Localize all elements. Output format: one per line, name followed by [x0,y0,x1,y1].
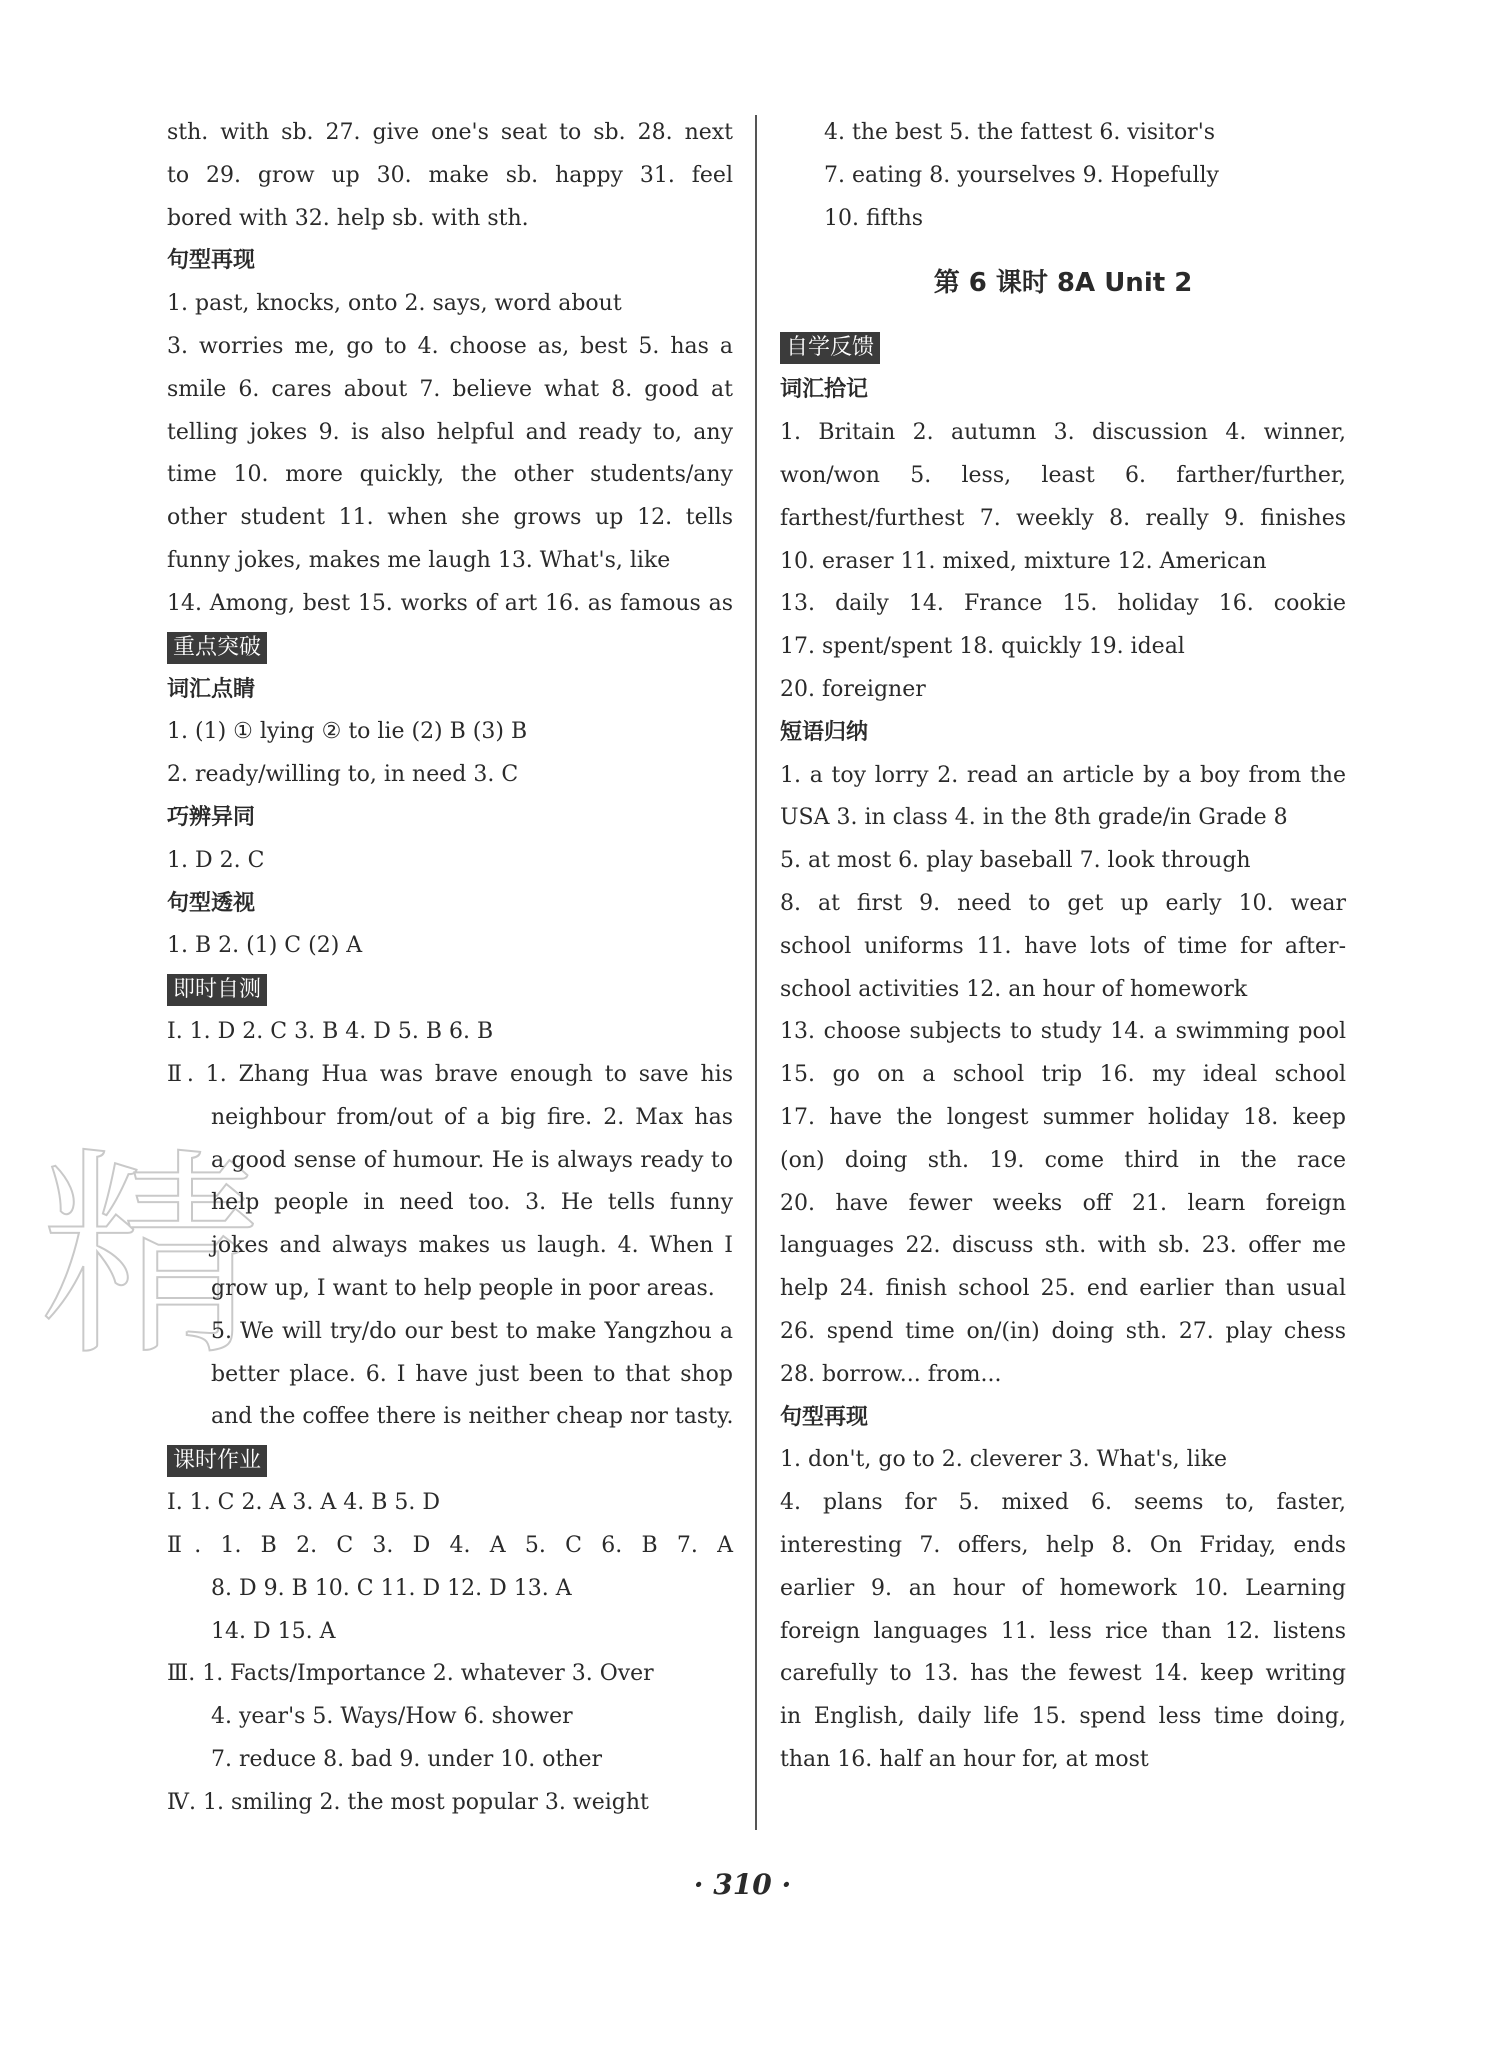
section-heading: 词汇拾记 [780,377,869,403]
text-line: 1. B 2. (1) C (2) A [167,933,363,959]
text-line: 3. worries me, go to 4. choose as, best 5. has a [167,333,733,359]
text-line: funny jokes, makes me laugh 13. What's, like [167,547,671,573]
text-line: help people in need too. 3. He tells funny [211,1190,733,1216]
text-line: time 10. more quickly, the other students/any [167,462,733,488]
text-line: in English, daily life 15. spend less time doing, [780,1704,1346,1730]
text-line: 7. reduce 8. bad 9. under 10. other [211,1746,603,1772]
text-line: to 29. grow up 30. make sb. happy 31. feel [167,162,733,188]
text-line: 10. eraser 11. mixed, mixture 12. American [780,548,1267,574]
text-line: 15. go on a school trip 16. my ideal school [780,1062,1346,1088]
watermark: 精 [40,1129,271,1385]
text-line: 1. D 2. C [167,847,265,873]
text-line: jokes and always makes us laugh. 4. When I [211,1233,733,1259]
text-line: better place. 6. I have just been to that shop [211,1361,733,1387]
text-line: smile 6. cares about 7. believe what 8. good at [167,376,733,402]
text-line: earlier 9. an hour of homework 10. Learning [780,1575,1346,1601]
text-line: 14. Among, best 15. works of art 16. as famous as [167,590,733,616]
text-line: other student 11. when she grows up 12. tells [167,505,733,531]
text-line: a good sense of humour. He is always ready to [211,1147,733,1173]
text-line: 10. fifths [824,205,924,231]
text-line: Ⅰ. 1. C 2. A 3. A 4. B 5. D [167,1490,440,1516]
column-divider [755,115,757,1830]
text-line: 13. daily 14. France 15. holiday 16. cookie [780,591,1346,617]
text-line: 5. We will try/do our best to make Yangzhou a [211,1318,733,1344]
text-line: 7. eating 8. yourselves 9. Hopefully [824,162,1219,188]
text-line: Ⅱ. 1. Zhang Hua was brave enough to save his [167,1061,733,1087]
text-line: 17. have the longest summer holiday 18. keep [780,1104,1346,1130]
section-box: 自学反馈 [780,332,880,364]
text-line: 26. spend time on/(in) doing sth. 27. play chess [780,1318,1346,1344]
text-line: 5. at most 6. play baseball 7. look through [780,848,1251,874]
page-number: · 310 · [693,1868,792,1901]
text-line: 8. D 9. B 10. C 11. D 12. D 13. A [211,1575,572,1601]
text-line: Ⅲ. 1. Facts/Importance 2. whatever 3. Over [167,1661,654,1687]
text-line: Ⅱ. 1. B 2. C 3. D 4. A 5. C 6. B 7. A [167,1532,733,1558]
text-line: Ⅰ. 1. D 2. C 3. B 4. D 5. B 6. B [167,1019,494,1045]
section-heading: 句型再现 [780,1404,869,1430]
text-line: 1. Britain 2. autumn 3. discussion 4. winner, [780,420,1346,446]
text-line: 14. D 15. A [211,1618,336,1644]
text-line: 13. choose subjects to study 14. a swimming pool [780,1019,1346,1045]
section-heading: 句型透视 [167,890,256,916]
text-line: languages 22. discuss sth. with sb. 23. offer me [780,1233,1346,1259]
text-line: bored with 32. help sb. with sth. [167,205,529,231]
text-line: grow up, I want to help people in poor areas. [211,1275,715,1301]
lesson-title: 第 6 课时 8A Unit 2 [933,268,1193,299]
text-line: 28. borrow... from... [780,1361,1002,1387]
text-line: 1. past, knocks, onto 2. says, word about [167,291,622,317]
text-line: farthest/furthest 7. weekly 8. really 9. finishes [780,505,1346,531]
text-line: USA 3. in class 4. in the 8th grade/in Grade 8 [780,805,1288,831]
text-line: 1. (1) ① lying ② to lie (2) B (3) B [167,719,528,745]
text-line: carefully to 13. has the fewest 14. keep writing [780,1661,1346,1687]
section-heading: 短语归纳 [780,719,869,745]
left-column [167,112,733,1824]
text-line: 4. the best 5. the fattest 6. visitor's [824,120,1216,145]
text-line: foreign languages 11. less rice than 12. listens [780,1618,1346,1644]
section-heading: 巧辨异同 [167,804,256,830]
right-column [780,112,1346,1782]
text-line: won/won 5. less, least 6. farther/further, [780,462,1346,488]
text-line: than 16. half an hour for, at most [780,1746,1149,1772]
text-line: 2. ready/willing to, in need 3. C [167,762,519,788]
text-line: (on) doing sth. 19. come third in the race [780,1147,1346,1173]
section-box: 即时自测 [167,974,267,1006]
text-line: help 24. finish school 25. end earlier than usual [780,1276,1346,1302]
text-line: 17. spent/spent 18. quickly 19. ideal [780,634,1185,660]
text-line: sth. with sb. 27. give one's seat to sb. 28. next [167,120,733,145]
text-line: 20. foreigner [780,676,926,702]
text-line: school activities 12. an hour of homework [780,976,1248,1002]
text-line: 1. don't, go to 2. cleverer 3. What's, like [780,1447,1228,1473]
text-line: Ⅳ. 1. smiling 2. the most popular 3. weight [167,1789,649,1815]
text-line: 4. plans for 5. mixed 6. seems to, faster, [780,1490,1346,1516]
text-line: telling jokes 9. is also helpful and ready to, any [167,419,733,445]
text-line: neighbour from/out of a big fire. 2. Max has [211,1104,733,1130]
text-line: 20. have fewer weeks off 21. learn foreign [780,1190,1346,1216]
text-line: school uniforms 11. have lots of time for after- [780,933,1346,959]
section-heading: 词汇点睛 [167,676,256,702]
text-line: interesting 7. offers, help 8. On Friday, ends [780,1532,1346,1558]
text-line: 4. year's 5. Ways/How 6. shower [211,1704,573,1730]
section-box: 课时作业 [167,1445,267,1477]
text-line: 8. at first 9. need to get up early 10. wear [780,890,1346,916]
text-line: and the coffee there is neither cheap nor tasty. [211,1404,734,1430]
section-box: 重点突破 [167,632,267,664]
section-heading: 句型再现 [167,248,256,274]
text-line: 1. a toy lorry 2. read an article by a boy from the [780,762,1346,788]
